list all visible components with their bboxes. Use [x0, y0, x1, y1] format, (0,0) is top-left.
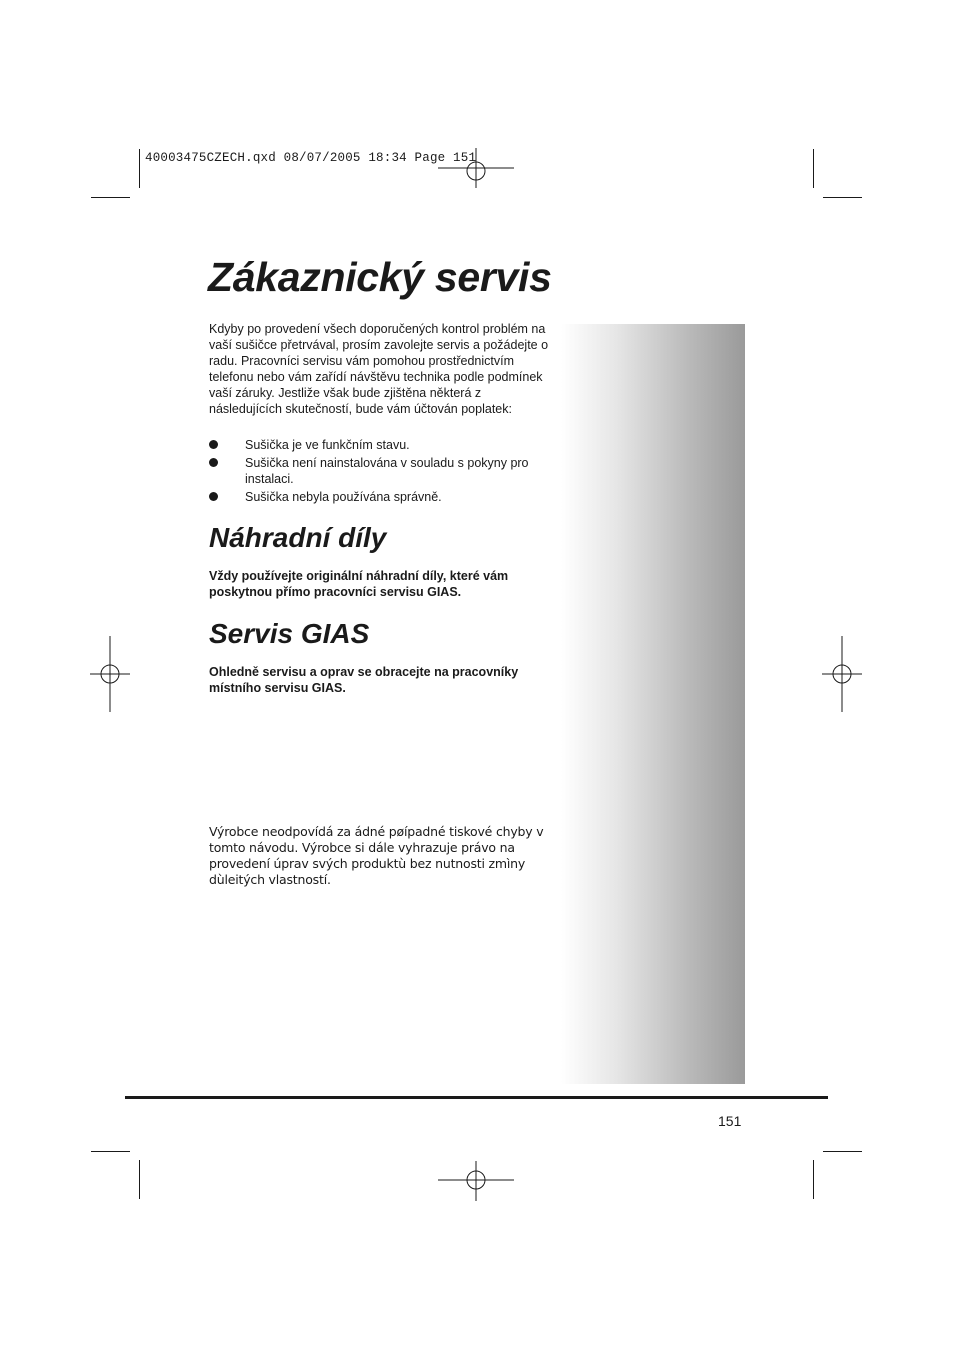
page-number: 151	[718, 1113, 742, 1129]
crop-mark-top-right-vertical	[813, 149, 814, 188]
gias-service-text: Ohledně servisu a oprav se obracejte na pracovníky místního servisu GIAS.	[209, 665, 519, 695]
list-item	[209, 489, 554, 505]
bullet-icon	[209, 440, 218, 449]
crop-mark-bottom-right-horizontal	[823, 1151, 862, 1152]
footer-rule	[125, 1096, 828, 1099]
registration-mark-top	[438, 133, 514, 209]
list-item	[209, 455, 554, 487]
intro-paragraph: Kdyby po provedení všech doporučených kontrol problém na vaší sušičce přetrvával, prosím zavolejte servis a požádejte o radu. Pracovníci servisu vám pomohou prostřednictvím telefonu nebo vám zařídí návštěvu technika podle podmínek vaší záruky. Jestliže však bude zjištěna některá z následujících skutečností, bude vám účtován poplatek:	[209, 322, 549, 416]
crop-mark-top-left-vertical	[139, 149, 140, 188]
registration-mark-right	[804, 636, 880, 712]
gias-service-heading: Servis GIAS	[209, 618, 370, 649]
list-item-text: Sušička není nainstalována v souladu s pokyny pro instalaci.	[245, 456, 529, 486]
page-title: Zákaznický servis	[208, 254, 552, 300]
bullet-icon	[209, 492, 218, 501]
bullet-icon	[209, 458, 218, 467]
crop-mark-top-left-horizontal	[91, 197, 130, 198]
spare-parts-heading: Náhradní díly	[209, 522, 387, 553]
crop-mark-top-right-horizontal	[823, 197, 862, 198]
spare-parts-text: Vždy používejte originální náhradní díly, které vám poskytnou přímo pracovníci servisu GIAS.	[209, 569, 509, 599]
decorative-gradient-panel	[561, 324, 745, 1084]
registration-mark-bottom	[438, 1143, 514, 1219]
registration-mark-left	[72, 636, 148, 712]
list-item-text: Sušička nebyla používána správně.	[245, 490, 442, 504]
file-slug-line: 40003475CZECH.qxd 08/07/2005 18:34 Page 151	[145, 151, 477, 165]
charge-conditions-list	[209, 437, 554, 507]
list-item	[209, 437, 554, 453]
disclaimer-paragraph: Výrobce neodpovídá za ádné pøípadné tiskové chyby v tomto návodu. Výrobce si dále vyhrazuje právo na provedení úprav svých produktù bez nutnosti zmìny dùleitých vlastností.	[209, 824, 544, 887]
list-item-text: Sušička je ve funkčním stavu.	[245, 438, 410, 452]
crop-mark-bottom-right-vertical	[813, 1160, 814, 1199]
crop-mark-bottom-left-vertical	[139, 1160, 140, 1199]
crop-mark-bottom-left-horizontal	[91, 1151, 130, 1152]
